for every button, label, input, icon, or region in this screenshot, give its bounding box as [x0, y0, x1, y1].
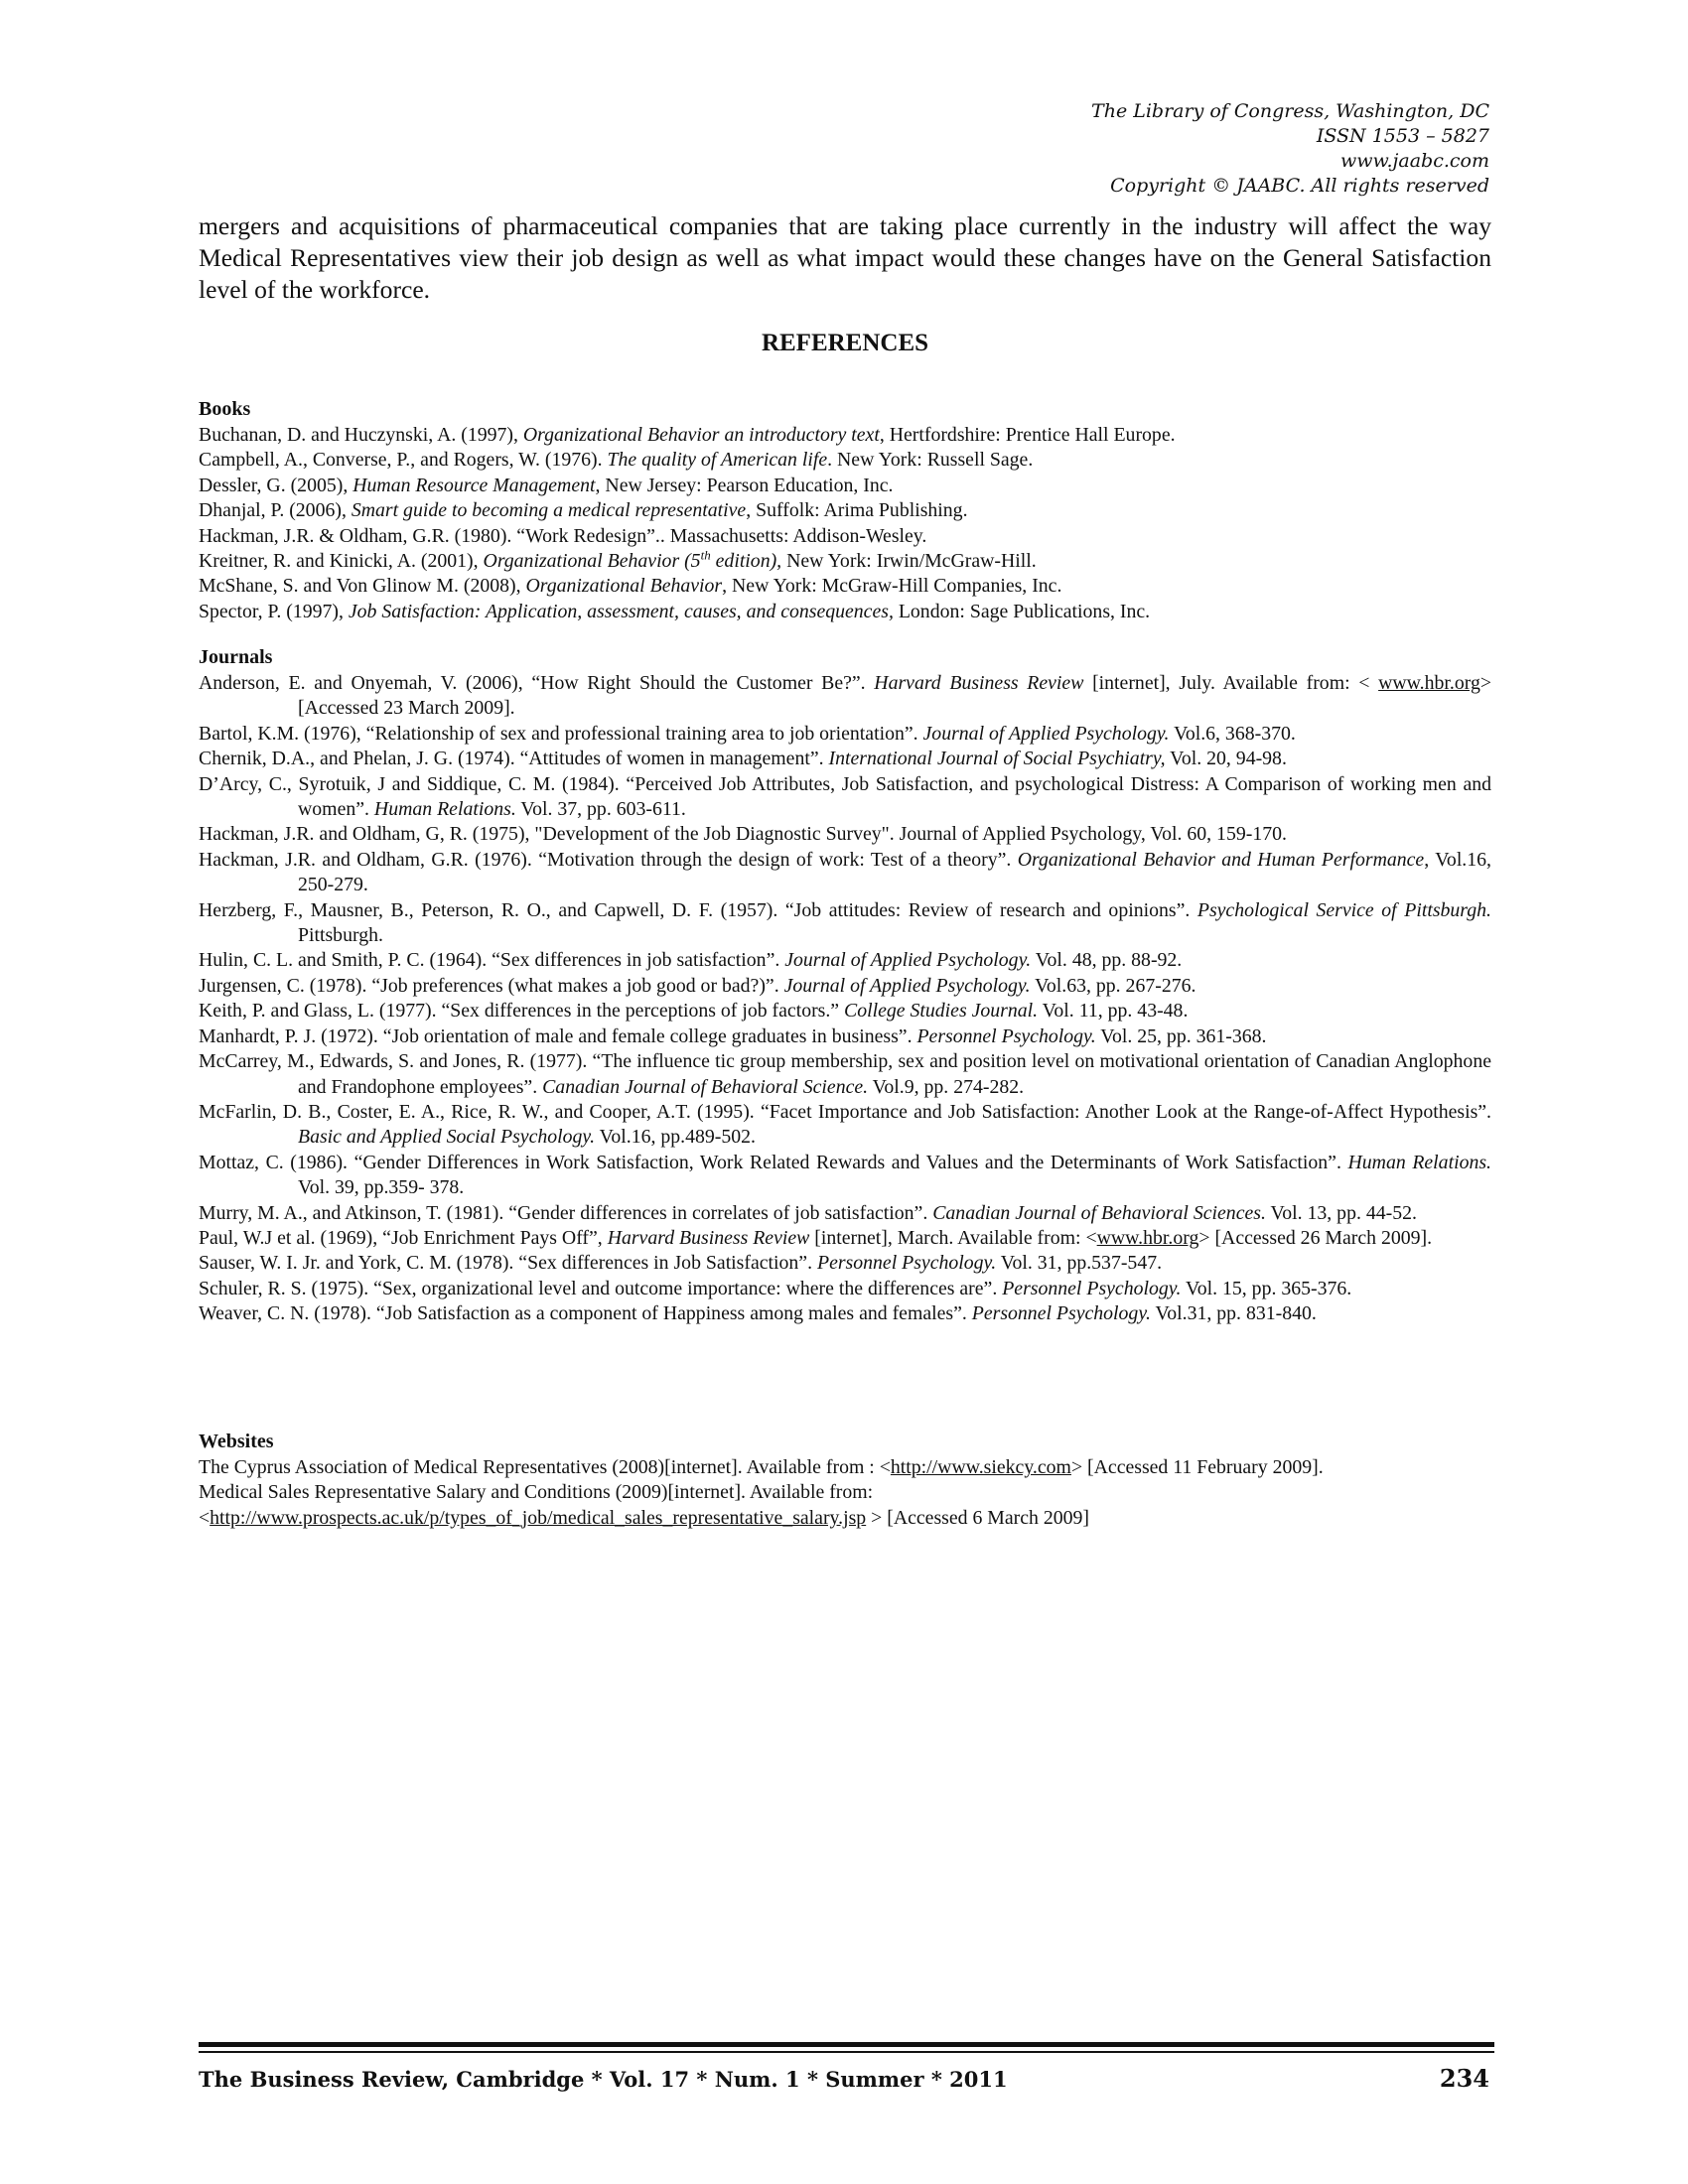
hbr-link[interactable]: www.hbr.org	[1378, 672, 1480, 694]
journal-entry: Jurgensen, C. (1978). “Job preferences (what makes a job good or bad?)”. Journal of Applied Psychology. Vol.63, pp. 267-276.	[199, 974, 1196, 997]
footer-journal-info: The Business Review, Cambridge * Vol. 17 * Num. 1 * Summer * 2011	[199, 2067, 1008, 2092]
header-line-issn: ISSN 1553 – 5827	[1316, 125, 1489, 147]
book-entry: McShane, S. and Von Glinow M. (2008), Organizational Behavior, New York: McGraw-Hill Companies, Inc.	[199, 575, 1062, 598]
journal-entry: Herzberg, F., Mausner, B., Peterson, R. O., and Capwell, D. F. (1957). “Job attitudes: Review of research and opinions”. Psychological Service of Pittsburgh. Pittsburgh.	[199, 898, 1491, 947]
journal-entry: Anderson, E. and Onyemah, V. (2006), “How Right Should the Customer Be?”. Harvard Business Review [internet], July. Available from: < www.hbr.org> [Accessed 23 March 2009].	[199, 672, 1491, 720]
website-entry: <http://www.prospects.ac.uk/p/types_of_job/medical_sales_representative_salary.jsp > [Accessed 6 March 2009]	[199, 1506, 1090, 1529]
book-entry: Campbell, A., Converse, P., and Rogers, W. (1976). The quality of American life. New York: Russell Sage.	[199, 449, 1034, 472]
journal-entry: McFarlin, D. B., Coster, E. A., Rice, R. W., and Cooper, A.T. (1995). “Facet Importance and Job Satisfaction: Another Look at the Range-of-Affect Hypothesis”. Basic and Applied Social Psychology. Vol.16, pp.489-502.	[199, 1100, 1491, 1149]
siekcy-link[interactable]: http://www.siekcy.com	[890, 1456, 1071, 1478]
website-entry: The Cyprus Association of Medical Representatives (2008)[internet]. Available from : <http://www.siekcy.com> [Accessed 11 February 2009].	[199, 1456, 1324, 1478]
prospects-link[interactable]: http://www.prospects.ac.uk/p/types_of_job/medical_sales_representative_salary.jsp	[210, 1506, 867, 1529]
header-line-library: The Library of Congress, Washington, DC	[1091, 100, 1489, 122]
journal-entry: Hackman, J.R. and Oldham, G.R. (1976). “Motivation through the design of work: Test of a theory”. Organizational Behavior and Human Performance, Vol.16, 250-279.	[199, 848, 1491, 896]
hbr-link[interactable]: www.hbr.org	[1096, 1226, 1199, 1249]
journal-entry: Bartol, K.M. (1976), “Relationship of sex and professional training area to job orientation”. Journal of Applied Psychology. Vol.6, 368-370.	[199, 722, 1296, 745]
page-number: 234	[1439, 2064, 1489, 2093]
journal-entry: Hulin, C. L. and Smith, P. C. (1964). “Sex differences in job satisfaction”. Journal of Applied Psychology. Vol. 48, pp. 88-92.	[199, 949, 1183, 972]
books-heading: Books	[199, 398, 251, 420]
journal-entry: Weaver, C. N. (1978). “Job Satisfaction as a component of Happiness among males and females”. Personnel Psychology. Vol.31, pp. 831-840.	[199, 1302, 1317, 1325]
footer-rule-thin	[199, 2051, 1494, 2053]
book-entry: Dhanjal, P. (2006), Smart guide to becoming a medical representative, Suffolk: Arima Publishing.	[199, 499, 968, 522]
journal-entry: Manhardt, P. J. (1972). “Job orientation of male and female college graduates in business”. Personnel Psychology. Vol. 25, pp. 361-368.	[199, 1024, 1267, 1047]
header-line-website: www.jaabc.com	[1339, 150, 1489, 172]
journal-entry: Hackman, J.R. and Oldham, G, R. (1975), "Development of the Job Diagnostic Survey". Journal of Applied Psychology, Vol. 60, 159-170.	[199, 823, 1287, 846]
journal-entry: Murry, M. A., and Atkinson, T. (1981). “Gender differences in correlates of job satisfaction”. Canadian Journal of Behavioral Sciences. Vol. 13, pp. 44-52.	[199, 1201, 1417, 1224]
book-entry: Dessler, G. (2005), Human Resource Management, New Jersey: Pearson Education, Inc.	[199, 474, 894, 496]
references-title: REFERENCES	[761, 330, 929, 356]
footer-rule-thick	[199, 2042, 1494, 2047]
book-entry: Buchanan, D. and Huczynski, A. (1997), Organizational Behavior an introductory text, Hertfordshire: Prentice Hall Europe.	[199, 424, 1176, 446]
journal-entry: Sauser, W. I. Jr. and York, C. M. (1978). “Sex differences in Job Satisfaction”. Personnel Psychology. Vol. 31, pp.537-547.	[199, 1252, 1163, 1275]
journal-entry: Keith, P. and Glass, L. (1977). “Sex differences in the perceptions of job factors.” College Studies Journal. Vol. 11, pp. 43-48.	[199, 1000, 1189, 1023]
book-entry: Kreitner, R. and Kinicki, A. (2001), Organizational Behavior (5th edition), New York: Irwin/McGraw-Hill.	[199, 547, 1037, 573]
websites-list	[199, 1455, 1491, 1531]
journal-entry: Schuler, R. S. (1975). “Sex, organizational level and outcome importance: where the differences are”. Personnel Psychology. Vol. 15, pp. 365-376.	[199, 1277, 1352, 1299]
journal-entry: Mottaz, C. (1986). “Gender Differences in Work Satisfaction, Work Related Rewards and Values and the Determinants of Work Satisfaction”. Human Relations. Vol. 39, pp.359- 378.	[199, 1151, 1491, 1199]
book-entry: Hackman, J.R. & Oldham, G.R. (1980). “Work Redesign”.. Massachusetts: Addison-Wesley.	[199, 524, 927, 547]
website-entry: Medical Sales Representative Salary and Conditions (2009)[internet]. Available from:	[199, 1481, 874, 1504]
journals-list	[199, 671, 1491, 1327]
header-line-copyright: Copyright © JAABC. All rights reserved	[1110, 175, 1489, 197]
journal-entry: D’Arcy, C., Syrotuik, J and Siddique, C. M. (1984). “Perceived Job Attributes, Job Satisfaction, and psychological Distress: A Comparison of working men and women”. Human Relations. Vol. 37, pp. 603-611.	[199, 772, 1491, 821]
intro-paragraph: mergers and acquisitions of pharmaceutical companies that are taking place currently in the industry will affect the way Medical Representatives view their job design as well as what impact would these changes have on the General Satisfaction level of the workforce.	[199, 211, 1491, 304]
books-list	[199, 423, 1491, 624]
journals-heading: Journals	[199, 646, 273, 668]
journal-entry: Paul, W.J et al. (1969), “Job Enrichment Pays Off”, Harvard Business Review [internet], March. Available from: <www.hbr.org> [Accessed 26 March 2009].	[199, 1226, 1433, 1249]
journal-entry: Chernik, D.A., and Phelan, J. G. (1974). “Attitudes of women in management”. International Journal of Social Psychiatry, Vol. 20, 94-98.	[199, 748, 1287, 770]
journal-header	[1091, 99, 1489, 199]
websites-heading: Websites	[199, 1431, 274, 1452]
journal-entry: McCarrey, M., Edwards, S. and Jones, R. (1977). “The influence tic group membership, sex and position level on motivational orientation of Canadian Anglophone and Frandophone employees”. Canadian Journal of Behavioral Science. Vol.9, pp. 274-282.	[199, 1050, 1491, 1098]
book-entry: Spector, P. (1997), Job Satisfaction: Application, assessment, causes, and consequences, London: Sage Publications, Inc.	[199, 600, 1151, 622]
